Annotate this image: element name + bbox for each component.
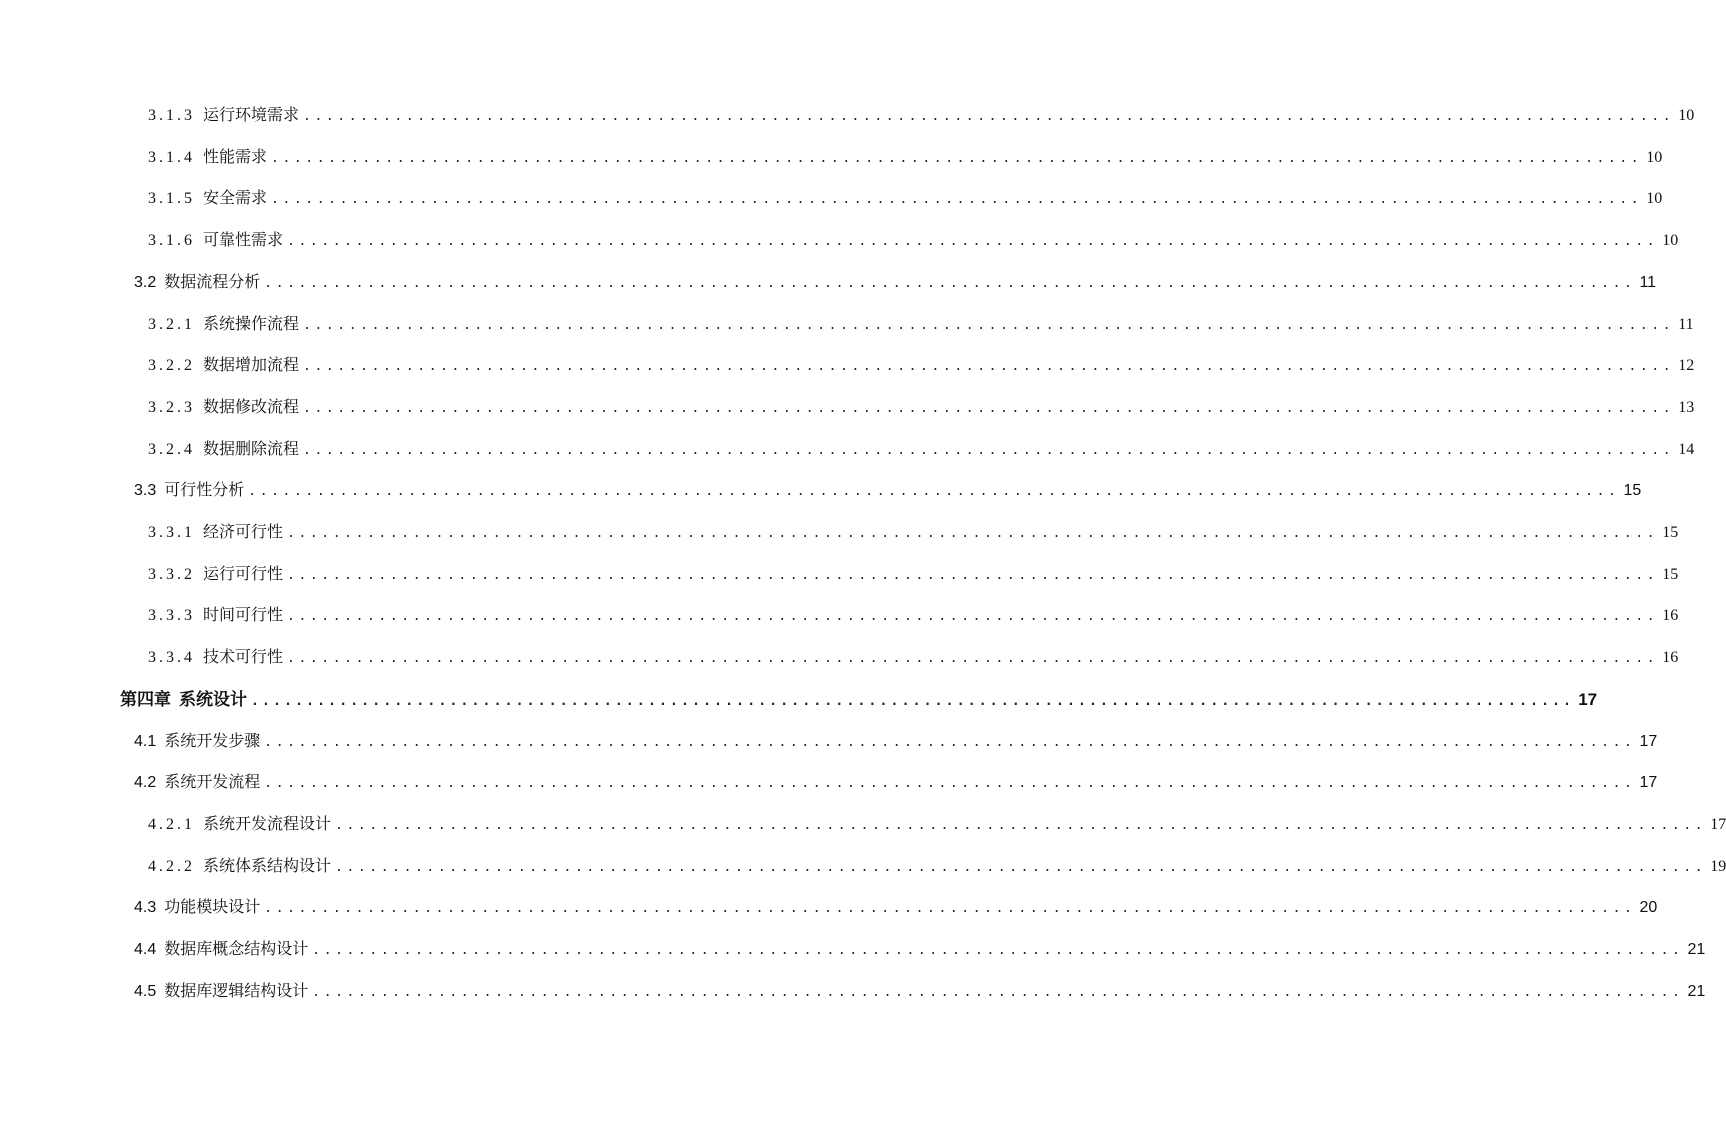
toc-entry-title: 数据增加流程 bbox=[203, 357, 300, 375]
toc-dot-leader: ........................................................................................................................ bbox=[287, 651, 1659, 667]
toc-entry-title: 系统设计 bbox=[179, 689, 247, 709]
toc-entry-number: 4.2.1 bbox=[148, 815, 195, 833]
toc-entry[interactable] bbox=[0, 563, 1679, 587]
toc-entry[interactable] bbox=[0, 688, 1598, 712]
toc-entry-title: 可靠性需求 bbox=[203, 232, 284, 250]
toc-entry[interactable] bbox=[0, 104, 1695, 128]
toc-dot-leader: ........................................................................................................................ bbox=[271, 150, 1643, 166]
toc-entry-number: 3.2.3 bbox=[148, 398, 195, 416]
toc-dot-leader: ........................................................................................................................ bbox=[264, 734, 1636, 750]
toc-entry-page-number: 16 bbox=[1662, 607, 1679, 625]
toc-dot-leader: ........................................................................................................................ bbox=[264, 275, 1636, 291]
toc-entry[interactable] bbox=[0, 730, 1658, 754]
toc-entry-number: 4.2 bbox=[134, 774, 157, 792]
toc-entry[interactable] bbox=[0, 896, 1658, 920]
toc-entry-title: 系统开发步骤 bbox=[164, 732, 261, 750]
toc-entry-page-number: 15 bbox=[1662, 524, 1679, 541]
toc-entry-page-number: 17 bbox=[1710, 815, 1726, 833]
toc-dot-leader: ........................................................................................................................ bbox=[312, 984, 1684, 1000]
toc-dot-leader: ........................................................................................................................ bbox=[303, 317, 1675, 333]
toc-dot-leader: ........................................................................................................................ bbox=[287, 526, 1659, 541]
toc-entry-number: 4.5 bbox=[134, 982, 157, 1000]
toc-dot-leader: ........................................................................................................................ bbox=[287, 609, 1659, 625]
toc-entry-page-number: 11 bbox=[1639, 273, 1657, 291]
toc-entry-number: 3.3.1 bbox=[148, 524, 195, 541]
toc-dot-leader: ........................................................................................................................ bbox=[312, 943, 1684, 958]
toc-entry-title: 系统操作流程 bbox=[203, 315, 300, 333]
toc-entry-number: 4.2.2 bbox=[148, 857, 195, 875]
toc-entry-title: 运行可行性 bbox=[203, 565, 284, 583]
toc-entry-page-number: 17 bbox=[1639, 732, 1658, 750]
toc-entry-page-number: 16 bbox=[1662, 649, 1679, 667]
toc-entry-number: 3.3 bbox=[134, 482, 157, 500]
toc-dot-leader: ........................................................................................................................ bbox=[248, 484, 1620, 500]
toc-entry-page-number: 15 bbox=[1662, 565, 1679, 583]
toc-entry-page-number: 19 bbox=[1710, 857, 1726, 875]
toc-entry-page-number: 10 bbox=[1646, 190, 1663, 208]
toc-entry[interactable] bbox=[0, 354, 1695, 378]
toc-entry-title: 性能需求 bbox=[203, 148, 268, 166]
toc-entry-title: 数据修改流程 bbox=[203, 398, 300, 416]
toc-entry-page-number: 12 bbox=[1678, 357, 1695, 375]
toc-entry-number: 第四章 bbox=[120, 689, 171, 709]
toc-entry[interactable] bbox=[0, 521, 1679, 545]
toc-entry-page-number: 17 bbox=[1578, 689, 1598, 709]
toc-entry-number: 3.3.2 bbox=[148, 565, 195, 583]
toc-entry-number: 3.3.4 bbox=[148, 649, 195, 667]
toc-entry-number: 3.2 bbox=[134, 273, 157, 291]
toc-entry[interactable] bbox=[0, 438, 1695, 462]
toc-entry[interactable] bbox=[0, 479, 1642, 503]
toc-entry-number: 3.1.4 bbox=[148, 148, 195, 166]
toc-dot-leader: ........................................................................................................................ bbox=[264, 776, 1636, 792]
toc-entry-page-number: 11 bbox=[1678, 315, 1694, 333]
toc-dot-leader: ........................................................................................................................ bbox=[335, 817, 1707, 833]
toc-entry-title: 系统开发流程设计 bbox=[203, 815, 332, 833]
toc-entry-page-number: 20 bbox=[1639, 899, 1658, 917]
toc-dot-leader: ........................................................................................................................ bbox=[303, 400, 1675, 416]
toc-entry[interactable] bbox=[0, 938, 1706, 962]
toc-dot-leader: ........................................................................................................................ bbox=[264, 901, 1636, 917]
toc-entry-page-number: 13 bbox=[1678, 398, 1695, 416]
toc-entry-title: 安全需求 bbox=[203, 190, 268, 208]
toc-entry-title: 系统体系结构设计 bbox=[203, 857, 332, 875]
toc-entry-number: 3.2.4 bbox=[148, 440, 195, 458]
toc-entry[interactable] bbox=[0, 229, 1679, 253]
toc-entry-page-number: 21 bbox=[1687, 982, 1706, 1000]
toc-dot-leader: ........................................................................................................................ bbox=[303, 109, 1675, 124]
toc-entry-title: 运行环境需求 bbox=[203, 107, 300, 124]
toc-entry[interactable] bbox=[0, 771, 1658, 795]
toc-entry-title: 可行性分析 bbox=[164, 482, 245, 500]
toc-entry[interactable] bbox=[0, 980, 1706, 1004]
toc-dot-leader: ........................................................................................................................ bbox=[271, 192, 1643, 208]
toc-entry-page-number: 14 bbox=[1678, 440, 1695, 458]
toc-dot-leader: ........................................................................................................................ bbox=[287, 234, 1659, 250]
toc-entry-title: 数据删除流程 bbox=[203, 440, 300, 458]
toc-entry-page-number: 17 bbox=[1639, 774, 1658, 792]
toc-entry-title: 功能模块设计 bbox=[164, 899, 261, 917]
toc-entry-number: 3.1.5 bbox=[148, 190, 195, 208]
toc-entry-title: 数据库逻辑结构设计 bbox=[164, 982, 309, 1000]
toc-entry-number: 3.1.6 bbox=[148, 232, 195, 250]
toc-entry-title: 技术可行性 bbox=[203, 649, 284, 667]
toc-dot-leader: ........................................................................................................................ bbox=[303, 359, 1675, 375]
toc-entry[interactable] bbox=[0, 146, 1663, 170]
toc-entry-number: 3.1.3 bbox=[148, 107, 195, 124]
toc-dot-leader: ........................................................................................................................ bbox=[335, 859, 1707, 875]
toc-entry-number: 4.3 bbox=[134, 899, 157, 917]
toc-entry-number: 3.3.3 bbox=[148, 607, 195, 625]
toc-dot-leader: ........................................................................................................................ bbox=[251, 693, 1575, 709]
toc-entry[interactable] bbox=[0, 187, 1663, 211]
toc-entry-page-number: 21 bbox=[1687, 941, 1706, 958]
toc-entry-title: 数据流程分析 bbox=[164, 273, 261, 291]
toc-dot-leader: ........................................................................................................................ bbox=[303, 442, 1675, 458]
toc-entry-page-number: 15 bbox=[1623, 482, 1642, 500]
toc-entry-number: 3.2.1 bbox=[148, 315, 195, 333]
toc-entry-title: 时间可行性 bbox=[203, 607, 284, 625]
toc-entry-number: 4.1 bbox=[134, 732, 157, 750]
toc-entry[interactable] bbox=[0, 313, 1694, 337]
toc-entry-page-number: 10 bbox=[1646, 148, 1663, 166]
toc-entry[interactable] bbox=[0, 813, 1726, 837]
toc-entry-number: 4.4 bbox=[134, 941, 157, 958]
toc-entry-title: 系统开发流程 bbox=[164, 774, 261, 792]
toc-entry[interactable] bbox=[0, 396, 1695, 420]
toc-entry[interactable] bbox=[0, 271, 1657, 295]
toc-entry-title: 经济可行性 bbox=[203, 524, 284, 541]
toc-entry[interactable] bbox=[0, 604, 1679, 628]
toc-entry[interactable] bbox=[0, 646, 1679, 670]
toc-entry-title: 数据库概念结构设计 bbox=[164, 941, 309, 958]
toc-entry-number: 3.2.2 bbox=[148, 357, 195, 375]
toc-entry-page-number: 10 bbox=[1662, 232, 1679, 250]
toc-entry[interactable] bbox=[0, 855, 1726, 879]
toc-entry-page-number: 10 bbox=[1678, 107, 1695, 124]
toc-dot-leader: ........................................................................................................................ bbox=[287, 567, 1659, 583]
